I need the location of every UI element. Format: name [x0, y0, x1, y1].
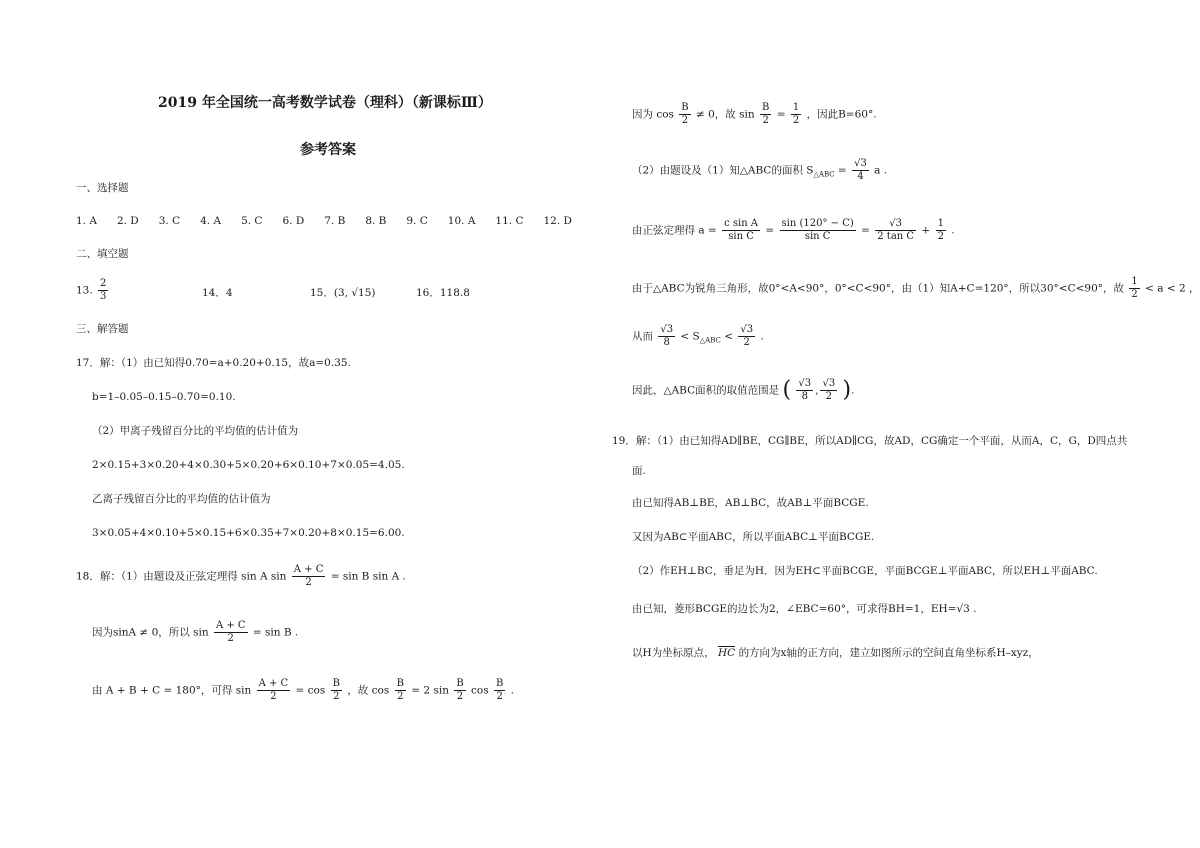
mc-answer: 1. A [76, 215, 97, 227]
document-title: 2019 年全国统一高考数学试卷（理科）（新课标Ⅲ） [158, 95, 492, 111]
q19-line: （2）作EH⊥BC，垂足为H．因为EH⊂平面BCGE，平面BCGE⊥平面ABC，所以EH⊥平面ABC. [632, 565, 1098, 577]
q18-cont-line4: 由于△ABC为锐角三角形，故0°<A<90°，0°<C<90°，由（1）知A+C=120°，所以30°<C<90°，故 $\frac{1}{2}$ < a < 2 ， [632, 276, 1200, 300]
fill-answer-15: 15．(3, √15) [310, 287, 376, 299]
section2-heading: 二、填空题 [76, 248, 129, 260]
q19-line: 由已知，菱形BCGE的边长为2，∠EBC=60°，可求得BH=1，EH=√3 . [632, 603, 977, 615]
q17-line: 17．解：（1）由已知得0.70=a+0.20+0.15，故a=0.35. [76, 357, 351, 369]
q17-line: b=1–0.05–0.15–0.70=0.10. [92, 391, 236, 403]
fraction: $\frac{1}{2}$ [1131, 276, 1138, 300]
q18-line3: 由 A + B + C = 180°，可得 sin $\frac{A + C}{2}$ = cos $\frac{B}{2}$ ，故 cos $\frac{B}{2}$ = 2 sin $\frac{B}{2}$ cos $\frac{B}{2}$ . [92, 678, 514, 702]
fraction: $\frac{B}{2}$ [762, 102, 770, 126]
fraction: $\frac{\text{c sin A}}{\text{sin C}}$ [724, 218, 759, 242]
mc-answer: 5. C [241, 215, 263, 227]
fraction: $\frac{1}{2}$ [937, 218, 944, 242]
fraction: $\frac{B}{2}$ [456, 678, 464, 702]
q19-line: 19．解：（1）由已知得AD∥BE，CG∥BE，所以AD∥CG，故AD，CG确定一个平面，从而A，C，G，D四点共 [612, 435, 1128, 447]
mc-answer: 2. D [116, 215, 139, 227]
vector-hc: HC [718, 647, 736, 659]
section3-heading: 三、解答题 [76, 323, 129, 335]
fraction: $\frac{B}{2}$ [495, 678, 504, 702]
mc-answer: 3. C [158, 215, 181, 227]
q19-line: 由已知得AB⊥BE，AB⊥BC，故AB⊥平面BCGE. [632, 497, 869, 509]
fraction: $\frac{√3}{\text{2 tan C}}$ [877, 218, 915, 242]
fraction: $\frac{B}{2}$ [332, 678, 340, 702]
fill-answer-13: 13. $\frac{2}{3}$ [76, 278, 107, 302]
fraction: $\frac{√3}{8}$ [660, 324, 674, 348]
section1-heading: 一、选择题 [76, 182, 129, 194]
mc-answer: 9. C [406, 215, 428, 227]
fraction: $\frac{A + C}{2}$ [258, 678, 289, 702]
fraction: $\frac{A + C}{2}$ [215, 620, 246, 644]
fill-answer-16: 16．118.8 [416, 287, 470, 299]
q17-line: 乙离子残留百分比的平均值的估计值为 [92, 493, 271, 505]
q17-line: 3×0.05+4×0.10+5×0.15+6×0.35+7×0.20+8×0.15=6.00. [92, 527, 405, 539]
mc-answers-row [76, 214, 592, 228]
fraction: $\frac{A + C}{2}$ [293, 564, 324, 588]
fraction: $\frac{B}{2}$ [681, 102, 689, 126]
mc-answer: 10. A [447, 215, 476, 227]
document-subtitle: 参考答案 [300, 142, 356, 158]
fraction: $\frac{√3}{2}$ [822, 378, 836, 402]
fraction: $\frac{√3}{4}$ [854, 158, 867, 182]
fill-answer-14: 14．4 [202, 287, 233, 299]
q17-line: （2）甲离子残留百分比的平均值的估计值为 [92, 425, 299, 437]
q17-line: 2×0.15+3×0.20+4×0.30+5×0.20+6×0.10+7×0.05=4.05. [92, 459, 405, 471]
fraction: $\frac{1}{2}$ [792, 102, 800, 126]
mc-answer: 11. C [495, 215, 524, 227]
fraction: $\frac{B}{2}$ [396, 678, 404, 702]
mc-answer: 4. A [200, 215, 222, 227]
mc-answer: 6. D [282, 215, 305, 227]
mc-answer: 12. D [543, 215, 572, 227]
q18-cont-line3: 由正弦定理得 a = $\frac{\text{c sin A}}{\text{sin C}}$ = $\frac{\sin (120^\circ - C)}{\text{sin C}}$ = $\frac{√3}{\text{2 tan C}}$ + $\frac{1}{2}$ . [632, 218, 955, 242]
q19-line: 面. [632, 465, 646, 477]
mc-answer: 7. B [324, 215, 346, 227]
q18-line2: 因为sinA ≠ 0，所以 sin $\frac{A + C}{2}$ = sin B . [92, 620, 299, 644]
q18-cont-line2: （2）由题设及（1）知△ABC的面积 $S_{\triangle ABC}$ = $\frac{√3}{4}$ a . [632, 158, 888, 182]
q18-cont-line1: 因为 cos $\frac{B}{2}$ ≠ 0，故 sin $\frac{B}{2}$ = $\frac{1}{2}$ ，因此B=60°. [632, 102, 877, 126]
fraction: $\frac{2}{3}$ [100, 278, 107, 302]
fraction: $\frac{√3}{2}$ [740, 324, 754, 348]
q18-line1: 18．解：（1）由题设及正弦定理得 sin A sin $\frac{A + C}{2}$ = sin B sin A . [76, 564, 406, 588]
q19-line: 又因为AB⊂平面ABC，所以平面ABC⊥平面BCGE. [632, 531, 875, 543]
fraction: $\frac{√3}{8}$ [798, 378, 812, 402]
q19-line: 以H为坐标原点， HC 的方向为x轴的正方向，建立如图所示的空间直角坐标系H–xyz， [632, 647, 1039, 659]
q18-cont-line5: 从而 $\frac{√3}{8}$ < $S_{\triangle ABC}$ < $\frac{√3}{2}$ . [632, 324, 764, 348]
fraction: $\frac{\sin (120^\circ - C)}{\text{sin C}}$ [781, 218, 854, 242]
mc-answer: 8. B [365, 215, 387, 227]
q18-cont-line6: 因此，△ABC面积的取值范围是 ( $\frac{√3}{8}$ , $\frac{√3}{2}$ ). [632, 377, 855, 403]
